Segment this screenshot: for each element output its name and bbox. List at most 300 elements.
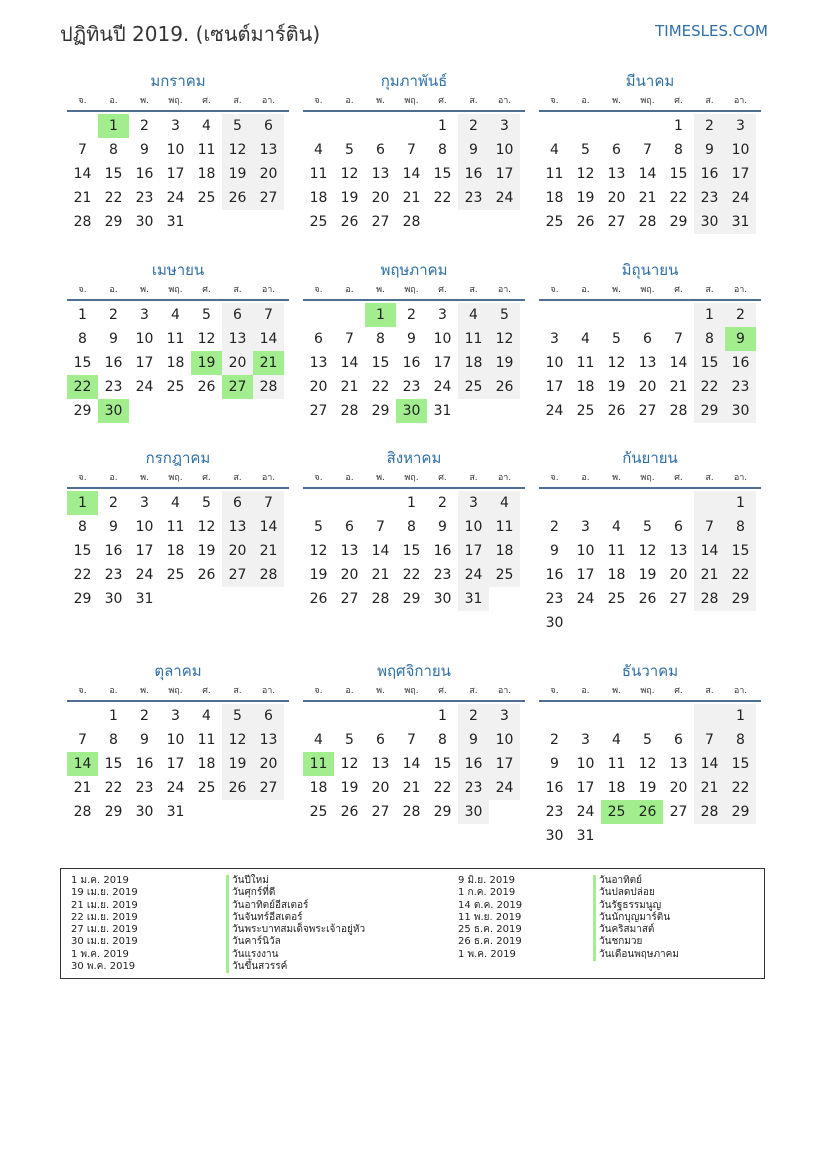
day-cell[interactable]: 2 xyxy=(550,732,559,748)
day-cell[interactable]: 8 xyxy=(725,728,756,752)
day-cell[interactable]: 8 xyxy=(674,142,683,158)
day-cell[interactable]: 12 xyxy=(607,355,626,371)
day-cell[interactable]: 6 xyxy=(253,704,284,728)
day-cell[interactable]: 1 xyxy=(694,303,725,327)
day-cell[interactable]: 23 xyxy=(402,379,421,395)
day-cell[interactable]: 21 xyxy=(694,776,725,800)
day-cell[interactable]: 7 xyxy=(407,142,416,158)
day-cell[interactable]: 5 xyxy=(345,732,354,748)
day-cell[interactable]: 29 xyxy=(104,804,123,820)
day-cell[interactable]: 5 xyxy=(222,114,253,138)
day-cell[interactable]: 20 xyxy=(371,780,390,796)
day-cell[interactable]: 8 xyxy=(78,519,87,535)
day-cell[interactable]: 6 xyxy=(643,331,652,347)
day-cell[interactable]: 7 xyxy=(78,732,87,748)
day-cell[interactable]: 27 xyxy=(669,804,688,820)
day-cell[interactable]: 29 xyxy=(73,403,92,419)
day-cell[interactable]: 29 xyxy=(73,591,92,607)
day-cell[interactable]: 26 xyxy=(489,375,520,399)
day-cell[interactable]: 19 xyxy=(222,752,253,776)
day-cell[interactable]: 2 xyxy=(458,114,489,138)
day-cell[interactable]: 8 xyxy=(438,732,447,748)
day-cell[interactable]: 12 xyxy=(638,543,657,559)
day-cell[interactable]: 30 xyxy=(396,399,427,423)
day-cell[interactable]: 7 xyxy=(253,303,284,327)
day-cell[interactable]: 9 xyxy=(140,732,149,748)
day-cell[interactable]: 21 xyxy=(253,351,284,375)
day-cell[interactable]: 3 xyxy=(725,114,756,138)
day-cell[interactable]: 30 xyxy=(104,591,123,607)
day-cell[interactable]: 29 xyxy=(371,403,390,419)
day-cell[interactable]: 27 xyxy=(309,403,328,419)
day-cell[interactable]: 10 xyxy=(135,519,154,535)
day-cell[interactable]: 28 xyxy=(253,563,284,587)
day-cell[interactable]: 23 xyxy=(545,804,564,820)
day-cell[interactable]: 3 xyxy=(550,331,559,347)
day-cell[interactable]: 17 xyxy=(576,780,595,796)
day-cell[interactable]: 31 xyxy=(458,587,489,611)
day-cell[interactable]: 27 xyxy=(371,214,390,230)
day-cell[interactable]: 23 xyxy=(433,567,452,583)
day-cell[interactable]: 5 xyxy=(489,303,520,327)
day-cell[interactable]: 19 xyxy=(489,351,520,375)
day-cell[interactable]: 13 xyxy=(222,327,253,351)
day-cell[interactable]: 22 xyxy=(104,780,123,796)
day-cell[interactable]: 13 xyxy=(638,355,657,371)
day-cell[interactable]: 8 xyxy=(694,327,725,351)
day-cell[interactable]: 26 xyxy=(340,804,359,820)
day-cell[interactable]: 17 xyxy=(135,543,154,559)
day-cell[interactable]: 4 xyxy=(458,303,489,327)
day-cell[interactable]: 19 xyxy=(638,567,657,583)
day-cell[interactable]: 23 xyxy=(135,190,154,206)
day-cell[interactable]: 8 xyxy=(438,142,447,158)
day-cell[interactable]: 17 xyxy=(166,756,185,772)
day-cell[interactable]: 25 xyxy=(309,804,328,820)
day-cell[interactable]: 1 xyxy=(78,307,87,323)
day-cell[interactable]: 20 xyxy=(253,752,284,776)
day-cell[interactable]: 30 xyxy=(725,399,756,423)
day-cell[interactable]: 23 xyxy=(545,591,564,607)
day-cell[interactable]: 19 xyxy=(197,543,216,559)
day-cell[interactable]: 13 xyxy=(607,166,626,182)
day-cell[interactable]: 27 xyxy=(253,776,284,800)
day-cell[interactable]: 20 xyxy=(253,162,284,186)
day-cell[interactable]: 18 xyxy=(489,539,520,563)
day-cell[interactable]: 22 xyxy=(371,379,390,395)
day-cell[interactable]: 3 xyxy=(581,519,590,535)
day-cell[interactable]: 19 xyxy=(340,190,359,206)
day-cell[interactable]: 30 xyxy=(545,615,564,631)
day-cell[interactable]: 22 xyxy=(73,567,92,583)
day-cell[interactable]: 27 xyxy=(607,214,626,230)
day-cell[interactable]: 27 xyxy=(222,563,253,587)
day-cell[interactable]: 15 xyxy=(73,543,92,559)
day-cell[interactable]: 30 xyxy=(433,591,452,607)
day-cell[interactable]: 15 xyxy=(371,355,390,371)
day-cell[interactable]: 6 xyxy=(376,732,385,748)
day-cell[interactable]: 16 xyxy=(104,543,123,559)
day-cell[interactable]: 14 xyxy=(638,166,657,182)
day-cell[interactable]: 29 xyxy=(725,587,756,611)
day-cell[interactable]: 1 xyxy=(98,114,129,138)
day-cell[interactable]: 9 xyxy=(109,331,118,347)
day-cell[interactable]: 8 xyxy=(78,331,87,347)
day-cell[interactable]: 25 xyxy=(309,214,328,230)
day-cell[interactable]: 18 xyxy=(309,190,328,206)
day-cell[interactable]: 10 xyxy=(489,728,520,752)
day-cell[interactable]: 9 xyxy=(458,138,489,162)
day-cell[interactable]: 12 xyxy=(222,138,253,162)
day-cell[interactable]: 25 xyxy=(166,567,185,583)
day-cell[interactable]: 2 xyxy=(140,708,149,724)
day-cell[interactable]: 17 xyxy=(576,567,595,583)
day-cell[interactable]: 17 xyxy=(433,355,452,371)
day-cell[interactable]: 12 xyxy=(197,519,216,535)
day-cell[interactable]: 5 xyxy=(202,307,211,323)
day-cell[interactable]: 10 xyxy=(725,138,756,162)
day-cell[interactable]: 9 xyxy=(725,327,756,351)
day-cell[interactable]: 15 xyxy=(104,166,123,182)
day-cell[interactable]: 4 xyxy=(550,142,559,158)
day-cell[interactable]: 7 xyxy=(345,331,354,347)
day-cell[interactable]: 14 xyxy=(669,355,688,371)
day-cell[interactable]: 25 xyxy=(166,379,185,395)
day-cell[interactable]: 31 xyxy=(135,591,154,607)
day-cell[interactable]: 24 xyxy=(545,403,564,419)
day-cell[interactable]: 7 xyxy=(407,732,416,748)
day-cell[interactable]: 1 xyxy=(674,118,683,134)
day-cell[interactable]: 17 xyxy=(489,752,520,776)
day-cell[interactable]: 3 xyxy=(171,708,180,724)
day-cell[interactable]: 25 xyxy=(458,375,489,399)
day-cell[interactable]: 4 xyxy=(314,142,323,158)
day-cell[interactable]: 12 xyxy=(340,756,359,772)
day-cell[interactable]: 3 xyxy=(438,307,447,323)
day-cell[interactable]: 30 xyxy=(545,828,564,844)
day-cell[interactable]: 3 xyxy=(140,307,149,323)
day-cell[interactable]: 13 xyxy=(222,515,253,539)
day-cell[interactable]: 24 xyxy=(166,190,185,206)
day-cell[interactable]: 6 xyxy=(314,331,323,347)
day-cell[interactable]: 25 xyxy=(545,214,564,230)
day-cell[interactable]: 3 xyxy=(458,491,489,515)
day-cell[interactable]: 11 xyxy=(166,331,185,347)
day-cell[interactable]: 23 xyxy=(104,379,123,395)
day-cell[interactable]: 29 xyxy=(669,214,688,230)
day-cell[interactable]: 11 xyxy=(545,166,564,182)
day-cell[interactable]: 25 xyxy=(607,591,626,607)
day-cell[interactable]: 28 xyxy=(340,403,359,419)
day-cell[interactable]: 5 xyxy=(643,732,652,748)
day-cell[interactable]: 26 xyxy=(576,214,595,230)
day-cell[interactable]: 20 xyxy=(371,190,390,206)
day-cell[interactable]: 1 xyxy=(725,491,756,515)
day-cell[interactable]: 9 xyxy=(438,519,447,535)
day-cell[interactable]: 12 xyxy=(222,728,253,752)
day-cell[interactable]: 23 xyxy=(725,375,756,399)
day-cell[interactable]: 18 xyxy=(166,355,185,371)
day-cell[interactable]: 10 xyxy=(166,142,185,158)
day-cell[interactable]: 11 xyxy=(607,543,626,559)
day-cell[interactable]: 16 xyxy=(725,351,756,375)
day-cell[interactable]: 15 xyxy=(433,756,452,772)
day-cell[interactable]: 16 xyxy=(545,780,564,796)
day-cell[interactable]: 7 xyxy=(253,491,284,515)
day-cell[interactable]: 2 xyxy=(438,495,447,511)
day-cell[interactable]: 26 xyxy=(197,567,216,583)
day-cell[interactable]: 21 xyxy=(253,539,284,563)
day-cell[interactable]: 8 xyxy=(407,519,416,535)
day-cell[interactable]: 17 xyxy=(545,379,564,395)
day-cell[interactable]: 6 xyxy=(222,491,253,515)
day-cell[interactable]: 28 xyxy=(402,214,421,230)
day-cell[interactable]: 29 xyxy=(402,591,421,607)
day-cell[interactable]: 27 xyxy=(638,403,657,419)
day-cell[interactable]: 9 xyxy=(407,331,416,347)
day-cell[interactable]: 5 xyxy=(643,519,652,535)
day-cell[interactable]: 7 xyxy=(674,331,683,347)
day-cell[interactable]: 1 xyxy=(725,704,756,728)
day-cell[interactable]: 18 xyxy=(197,756,216,772)
day-cell[interactable]: 7 xyxy=(694,728,725,752)
day-cell[interactable]: 25 xyxy=(489,563,520,587)
day-cell[interactable]: 1 xyxy=(438,708,447,724)
day-cell[interactable]: 16 xyxy=(458,752,489,776)
day-cell[interactable]: 16 xyxy=(135,756,154,772)
day-cell[interactable]: 24 xyxy=(725,186,756,210)
day-cell[interactable]: 12 xyxy=(576,166,595,182)
day-cell[interactable]: 20 xyxy=(638,379,657,395)
day-cell[interactable]: 24 xyxy=(576,591,595,607)
day-cell[interactable]: 19 xyxy=(576,190,595,206)
day-cell[interactable]: 5 xyxy=(314,519,323,535)
day-cell[interactable]: 3 xyxy=(140,495,149,511)
day-cell[interactable]: 19 xyxy=(607,379,626,395)
day-cell[interactable]: 17 xyxy=(135,355,154,371)
day-cell[interactable]: 24 xyxy=(135,567,154,583)
day-cell[interactable]: 11 xyxy=(489,515,520,539)
day-cell[interactable]: 4 xyxy=(171,495,180,511)
day-cell[interactable]: 28 xyxy=(694,800,725,824)
day-cell[interactable]: 8 xyxy=(109,732,118,748)
day-cell[interactable]: 2 xyxy=(407,307,416,323)
day-cell[interactable]: 10 xyxy=(576,543,595,559)
day-cell[interactable]: 15 xyxy=(104,756,123,772)
day-cell[interactable]: 11 xyxy=(576,355,595,371)
day-cell[interactable]: 22 xyxy=(67,375,98,399)
day-cell[interactable]: 18 xyxy=(545,190,564,206)
day-cell[interactable]: 6 xyxy=(253,114,284,138)
day-cell[interactable]: 23 xyxy=(458,776,489,800)
day-cell[interactable]: 10 xyxy=(458,515,489,539)
day-cell[interactable]: 2 xyxy=(694,114,725,138)
day-cell[interactable]: 1 xyxy=(438,118,447,134)
day-cell[interactable]: 22 xyxy=(433,780,452,796)
day-cell[interactable]: 30 xyxy=(98,399,129,423)
day-cell[interactable]: 16 xyxy=(104,355,123,371)
day-cell[interactable]: 17 xyxy=(166,166,185,182)
day-cell[interactable]: 17 xyxy=(725,162,756,186)
day-cell[interactable]: 15 xyxy=(73,355,92,371)
day-cell[interactable]: 14 xyxy=(402,756,421,772)
day-cell[interactable]: 10 xyxy=(489,138,520,162)
day-cell[interactable]: 9 xyxy=(458,728,489,752)
day-cell[interactable]: 25 xyxy=(197,780,216,796)
day-cell[interactable]: 14 xyxy=(253,327,284,351)
day-cell[interactable]: 20 xyxy=(669,567,688,583)
day-cell[interactable]: 10 xyxy=(576,756,595,772)
day-cell[interactable]: 21 xyxy=(402,190,421,206)
day-cell[interactable]: 25 xyxy=(601,800,632,824)
day-cell[interactable]: 22 xyxy=(433,190,452,206)
day-cell[interactable]: 11 xyxy=(197,142,216,158)
day-cell[interactable]: 18 xyxy=(309,780,328,796)
day-cell[interactable]: 7 xyxy=(643,142,652,158)
day-cell[interactable]: 13 xyxy=(253,728,284,752)
day-cell[interactable]: 13 xyxy=(309,355,328,371)
day-cell[interactable]: 22 xyxy=(725,563,756,587)
day-cell[interactable]: 21 xyxy=(371,567,390,583)
day-cell[interactable]: 26 xyxy=(638,591,657,607)
day-cell[interactable]: 4 xyxy=(581,331,590,347)
day-cell[interactable]: 2 xyxy=(725,303,756,327)
day-cell[interactable]: 25 xyxy=(576,403,595,419)
day-cell[interactable]: 27 xyxy=(222,375,253,399)
day-cell[interactable]: 4 xyxy=(171,307,180,323)
day-cell[interactable]: 4 xyxy=(202,708,211,724)
day-cell[interactable]: 15 xyxy=(694,351,725,375)
day-cell[interactable]: 4 xyxy=(314,732,323,748)
day-cell[interactable]: 3 xyxy=(581,732,590,748)
day-cell[interactable]: 26 xyxy=(309,591,328,607)
day-cell[interactable]: 15 xyxy=(725,539,756,563)
day-cell[interactable]: 3 xyxy=(489,114,520,138)
day-cell[interactable]: 24 xyxy=(135,379,154,395)
day-cell[interactable]: 8 xyxy=(376,331,385,347)
day-cell[interactable]: 12 xyxy=(197,331,216,347)
day-cell[interactable]: 9 xyxy=(550,756,559,772)
day-cell[interactable]: 26 xyxy=(222,186,253,210)
day-cell[interactable]: 10 xyxy=(166,732,185,748)
day-cell[interactable]: 8 xyxy=(109,142,118,158)
day-cell[interactable]: 20 xyxy=(309,379,328,395)
day-cell[interactable]: 5 xyxy=(345,142,354,158)
day-cell[interactable]: 2 xyxy=(109,307,118,323)
day-cell[interactable]: 12 xyxy=(489,327,520,351)
day-cell[interactable]: 4 xyxy=(612,732,621,748)
day-cell[interactable]: 2 xyxy=(109,495,118,511)
day-cell[interactable]: 5 xyxy=(222,704,253,728)
day-cell[interactable]: 11 xyxy=(309,166,328,182)
day-cell[interactable]: 24 xyxy=(433,379,452,395)
day-cell[interactable]: 24 xyxy=(458,563,489,587)
day-cell[interactable]: 28 xyxy=(694,587,725,611)
day-cell[interactable]: 26 xyxy=(607,403,626,419)
day-cell[interactable]: 6 xyxy=(674,519,683,535)
day-cell[interactable]: 7 xyxy=(694,515,725,539)
day-cell[interactable]: 29 xyxy=(433,804,452,820)
day-cell[interactable]: 1 xyxy=(67,491,98,515)
day-cell[interactable]: 5 xyxy=(202,495,211,511)
day-cell[interactable]: 29 xyxy=(104,214,123,230)
day-cell[interactable]: 26 xyxy=(222,776,253,800)
day-cell[interactable]: 3 xyxy=(489,704,520,728)
day-cell[interactable]: 23 xyxy=(135,780,154,796)
day-cell[interactable]: 28 xyxy=(371,591,390,607)
day-cell[interactable]: 26 xyxy=(197,379,216,395)
day-cell[interactable]: 11 xyxy=(458,327,489,351)
day-cell[interactable]: 15 xyxy=(669,166,688,182)
day-cell[interactable]: 25 xyxy=(197,190,216,206)
day-cell[interactable]: 16 xyxy=(402,355,421,371)
day-cell[interactable]: 14 xyxy=(402,166,421,182)
day-cell[interactable]: 16 xyxy=(545,567,564,583)
day-cell[interactable]: 10 xyxy=(135,331,154,347)
day-cell[interactable]: 15 xyxy=(433,166,452,182)
day-cell[interactable]: 20 xyxy=(669,780,688,796)
day-cell[interactable]: 21 xyxy=(340,379,359,395)
day-cell[interactable]: 11 xyxy=(607,756,626,772)
day-cell[interactable]: 26 xyxy=(340,214,359,230)
day-cell[interactable]: 31 xyxy=(166,804,185,820)
day-cell[interactable]: 28 xyxy=(669,403,688,419)
day-cell[interactable]: 15 xyxy=(725,752,756,776)
day-cell[interactable]: 16 xyxy=(458,162,489,186)
day-cell[interactable]: 21 xyxy=(638,190,657,206)
day-cell[interactable]: 15 xyxy=(402,543,421,559)
day-cell[interactable]: 24 xyxy=(576,804,595,820)
day-cell[interactable]: 21 xyxy=(402,780,421,796)
day-cell[interactable]: 20 xyxy=(340,567,359,583)
day-cell[interactable]: 27 xyxy=(371,804,390,820)
day-cell[interactable]: 4 xyxy=(202,118,211,134)
day-cell[interactable]: 9 xyxy=(694,138,725,162)
day-cell[interactable]: 14 xyxy=(67,752,98,776)
day-cell[interactable]: 28 xyxy=(402,804,421,820)
day-cell[interactable]: 9 xyxy=(109,519,118,535)
day-cell[interactable]: 14 xyxy=(371,543,390,559)
day-cell[interactable]: 30 xyxy=(694,210,725,234)
day-cell[interactable]: 1 xyxy=(109,708,118,724)
day-cell[interactable]: 6 xyxy=(345,519,354,535)
day-cell[interactable]: 24 xyxy=(166,780,185,796)
day-cell[interactable]: 12 xyxy=(638,756,657,772)
day-cell[interactable]: 18 xyxy=(607,567,626,583)
day-cell[interactable]: 7 xyxy=(78,142,87,158)
day-cell[interactable]: 4 xyxy=(489,491,520,515)
day-cell[interactable]: 19 xyxy=(222,162,253,186)
day-cell[interactable]: 31 xyxy=(576,828,595,844)
day-cell[interactable]: 9 xyxy=(140,142,149,158)
day-cell[interactable]: 19 xyxy=(191,351,222,375)
day-cell[interactable]: 11 xyxy=(197,732,216,748)
day-cell[interactable]: 6 xyxy=(612,142,621,158)
day-cell[interactable]: 18 xyxy=(607,780,626,796)
day-cell[interactable]: 2 xyxy=(550,519,559,535)
day-cell[interactable]: 2 xyxy=(140,118,149,134)
day-cell[interactable]: 28 xyxy=(73,214,92,230)
day-cell[interactable]: 22 xyxy=(694,375,725,399)
day-cell[interactable]: 21 xyxy=(669,379,688,395)
day-cell[interactable]: 21 xyxy=(73,190,92,206)
day-cell[interactable]: 20 xyxy=(222,351,253,375)
day-cell[interactable]: 29 xyxy=(725,800,756,824)
day-cell[interactable]: 14 xyxy=(340,355,359,371)
day-cell[interactable]: 14 xyxy=(73,166,92,182)
day-cell[interactable]: 14 xyxy=(694,539,725,563)
day-cell[interactable]: 10 xyxy=(433,331,452,347)
